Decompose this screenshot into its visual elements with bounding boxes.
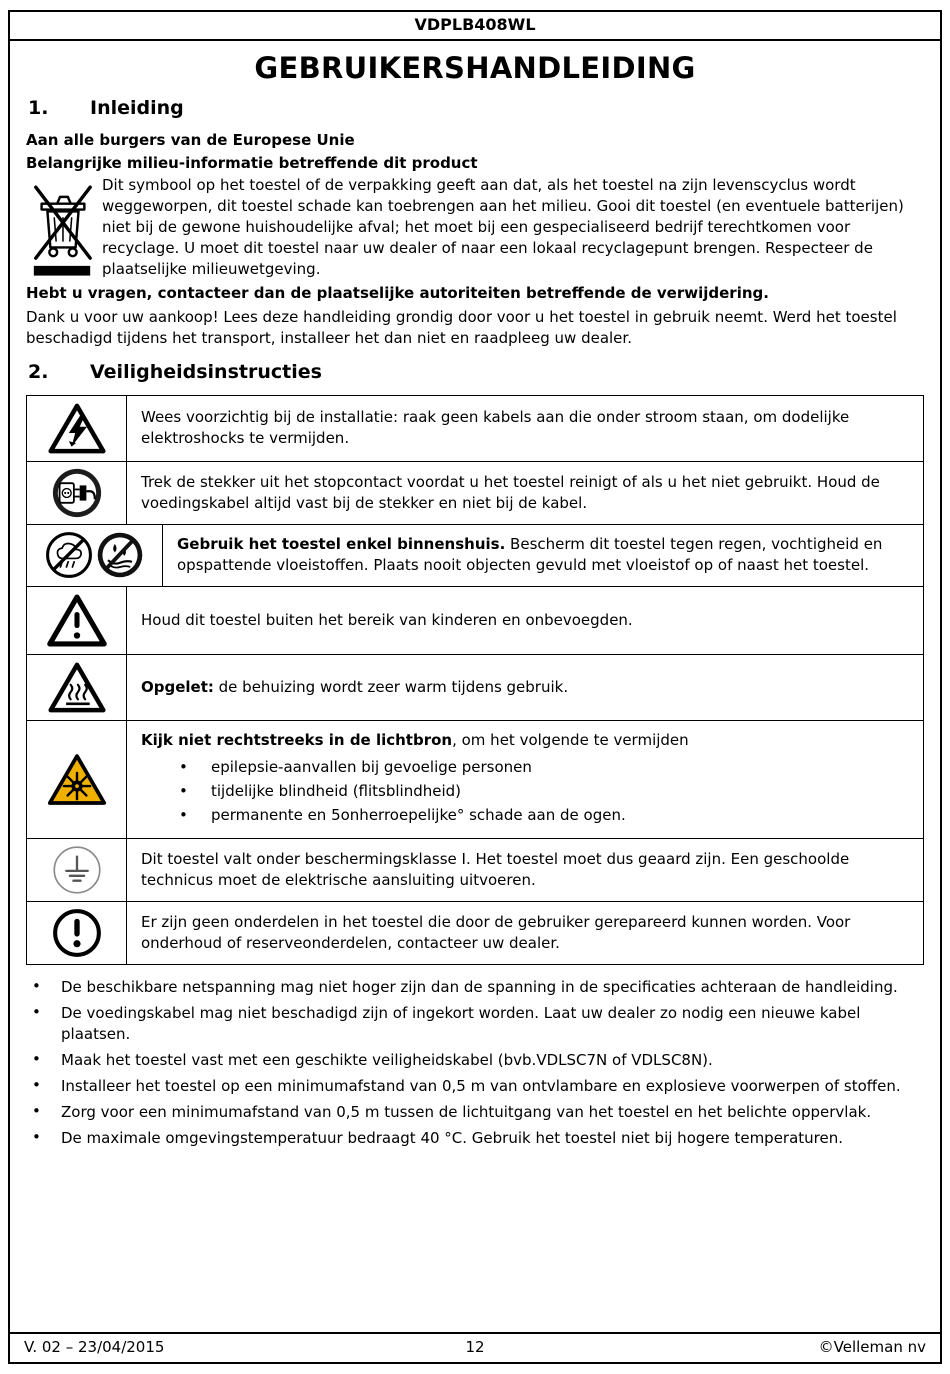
safety-icon-cell [27,525,163,586]
list-item-text: permanente en 5onherroepelijke° schade aan de ogen. [211,805,626,824]
list-item [26,977,924,998]
section-2-title: Veiligheidsinstructies [90,360,322,383]
safety-row-hot-surface [27,654,923,720]
list-item [26,1003,924,1045]
safety-text: Wees voorzichtig bij de installatie: raak geen kabels aan die onder stroom staan, om dodelijke elektroshocks te vermijden. [141,408,850,447]
list-item-text: tijdelijke blindheid (flitsblindheid) [211,781,462,800]
weee-block [26,175,924,280]
safety-text-cell [127,587,923,654]
product-code: VDPLB408WL [414,15,536,34]
safety-icon-cell [27,587,127,654]
safety-text: de behuizing wordt zeer warm tijdens gebruik. [213,677,569,696]
safety-table [26,395,924,965]
safety-text-cell [127,396,923,461]
no-user-serviceable-parts-icon [52,908,102,958]
list-item-text: epilepsie-aanvallen bij gevoelige personen [211,757,532,776]
list-item-text: Installeer het toestel op een minimumafstand van 0,5 m van ontvlambare en explosieve voorwerpen of stoffen. [61,1076,901,1095]
safety-text-cell [163,525,923,586]
safety-text: Trek de stekker uit het stopcontact voordat u het toestel reinigt of als u het niet gebruikt. Houd de voedingskabel altijd vast bij de stekker en niet bij de kabel. [141,472,880,512]
safety-icon-cell [27,462,127,524]
page-content [10,41,940,1332]
manual-page [8,10,942,1364]
footer-version: V. 02 – 23/04/2015 [24,1338,165,1356]
safety-text: Dit toestel valt onder beschermingsklasse I. Het toestel moet dus geaard zijn. Een geschoolde technicus moet de elektrische aansluiting uitvoeren. [141,849,850,889]
no-liquids-icon [96,531,144,579]
list-item [26,1076,924,1097]
general-warning-icon [47,593,107,648]
page-header [10,12,940,41]
list-item [141,805,909,826]
safety-text-bold: Opgelet: [141,677,214,696]
list-item [141,781,909,802]
weee-paragraph: Dit symbool op het toestel of de verpakking geeft aan dat, als het toestel na zijn levenscyclus wordt weggeworpen, dit toestel schade kan toebrengen aan het milieu. Gooi dit toestel (en eventuele batterijen) niet bij de gewone huishoudelijke afval; het moet bij een gespecialiseerd bedrijf terechtkomen voor recyclage. U moet dit toestel naar uw dealer of naar een lokaal recyclagepunt brengen. Respecteer de plaatselijke milieuwetgeving. [102,176,904,278]
list-item [26,1050,924,1071]
section-1-heading [28,97,924,119]
hot-surface-icon [48,661,106,714]
list-item-text: De voedingskabel mag niet beschadigd zijn of ingekort worden. Laat uw dealer zo nodig een nieuwe kabel plaatsen. [61,1003,861,1043]
light-hazard-list [141,754,909,829]
safety-text-cell [127,839,923,901]
general-safety-list [26,977,924,1149]
safety-text-bold: Gebruik het toestel enkel binnenshuis. [177,535,506,553]
list-item-text: De maximale omgevingstemperatuur bedraagt 40 °C. Gebruik het toestel niet bij hogere temperaturen. [61,1128,844,1147]
high-voltage-warning-icon [48,402,106,455]
list-item-text: De beschikbare netspanning mag niet hoger zijn dan de spanning in de specificaties achteraan de handleiding. [61,977,898,996]
environment-info-line: Belangrijke milieu-informatie betreffende dit product [26,153,478,172]
safety-icon-cell [27,655,127,720]
unplug-before-service-icon [52,468,102,518]
section-2-number: 2. [28,360,49,383]
safety-icon-cell [27,721,127,838]
safety-row-electroshock [27,396,923,461]
safety-text: Bescherm dit toestel tegen regen, vochtigheid en opspattende vloeistoffen. Plaats nooit objecten gevuld met vloeistof op of naast het toestel. [177,535,883,574]
disposal-question-line: Hebt u vragen, contacteer dan de plaatselijke autoriteiten betreffende de verwijdering. [26,284,769,302]
safety-text-cell [127,721,923,838]
safety-icon-cell [27,902,127,964]
weee-crossed-out-bin-icon [28,177,96,278]
safety-row-indoor-use [27,524,923,586]
document-title: GEBRUIKERSHANDLEIDING [254,51,696,85]
optical-radiation-icon [47,752,107,807]
section-1-number: 1. [28,97,49,119]
safety-row-earthing [27,838,923,901]
list-item-text: Maak het toestel vast met een geschikte veiligheidskabel (bvb.VDLSC7N of VDLSC8N). [61,1050,713,1069]
list-item [26,1128,924,1149]
safety-row-children [27,586,923,654]
safety-text: Er zijn geen onderdelen in het toestel die door de gebruiker gerepareerd kunnen worden. Voor onderhoud of reserveonderdelen, contacteer uw dealer. [141,912,851,952]
no-rain-icon [45,531,93,579]
safety-text: , om het volgende te vermijden [452,730,689,749]
safety-text-cell [127,462,923,524]
safety-icon-cell [27,839,127,901]
footer-copyright: ©Velleman nv [818,1338,926,1356]
safety-text: Houd dit toestel buiten het bereik van kinderen en onbevoegden. [141,610,633,629]
list-item [141,757,909,778]
section-2-heading [28,361,924,383]
safety-icon-cell [27,396,127,461]
safety-text-bold: Kijk niet rechtstreeks in de lichtbron [141,730,453,749]
section-1-title: Inleiding [90,97,184,119]
eu-citizens-line: Aan alle burgers van de Europese Unie [26,131,355,149]
protective-earth-icon [52,845,102,895]
safety-text-cell [127,902,923,964]
thanks-paragraph: Dank u voor uw aankoop! Lees deze handleiding grondig door voor u het toestel in gebruik neemt. Werd het toestel beschadigd tijdens het transport, installeer het dan niet en raadpleeg uw dealer. [26,307,897,347]
list-item [26,1102,924,1123]
footer-page-number: 12 [465,1338,485,1356]
list-item-text: Zorg voor een minimumafstand van 0,5 m tussen de lichtuitgang van het toestel en het belichte oppervlak. [61,1102,872,1121]
safety-row-light-source [27,720,923,838]
page-footer [10,1332,940,1362]
safety-row-servicing [27,901,923,964]
safety-row-unplug [27,461,923,524]
safety-text-cell [127,655,923,720]
